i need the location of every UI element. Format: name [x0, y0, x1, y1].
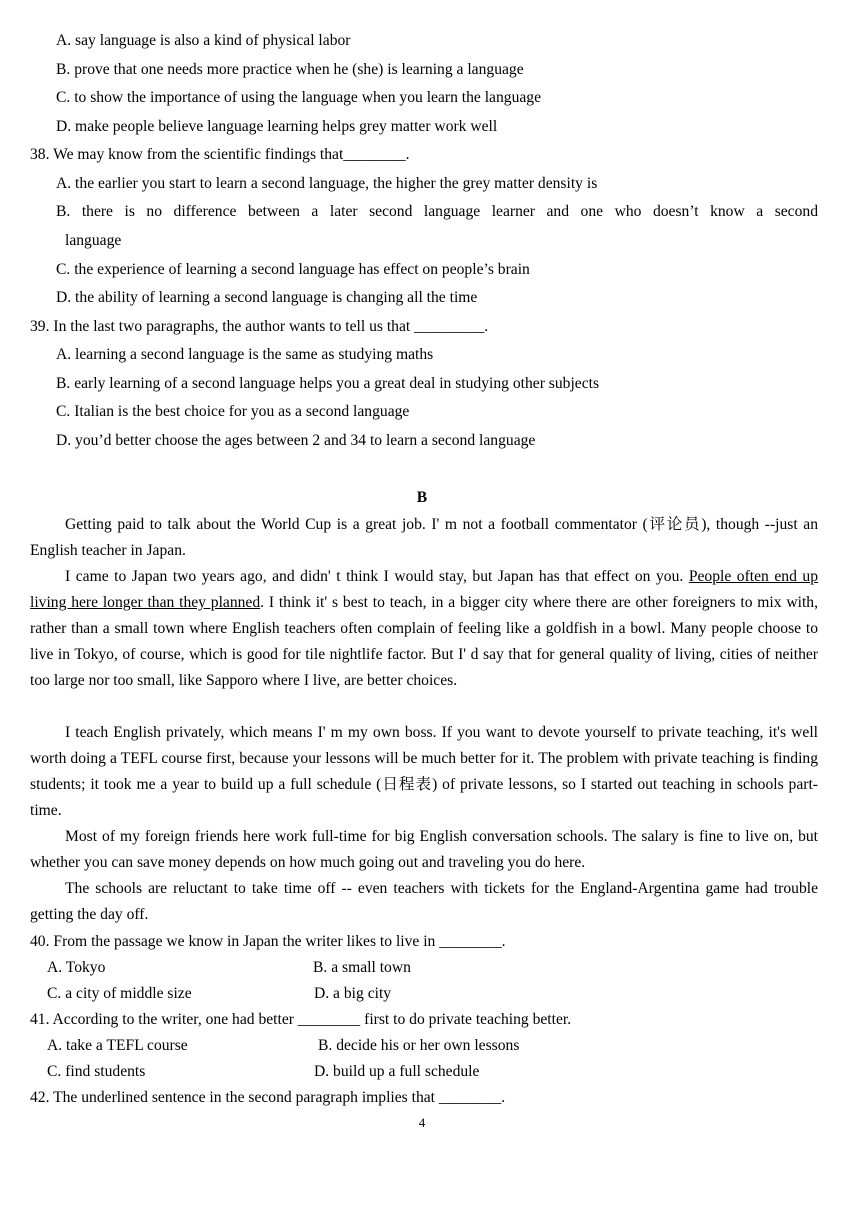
passage-paragraph-4	[30, 824, 818, 876]
q38-option-a: A. the earlier you start to learn a second language, the higher the grey matter density is	[56, 175, 598, 192]
q41-option-a: A. take a TEFL course	[47, 1037, 188, 1054]
passage-paragraph-2-text-start: I came to Japan two years ago, and didn' t think I would stay, but Japan has that effect on you.	[65, 568, 689, 585]
q40-option-a: A. Tokyo	[47, 959, 106, 976]
underlined-sentence: People often end up living here longer than they planned	[30, 568, 819, 611]
section-heading: B	[416, 489, 428, 506]
q40-stem: 40. From the passage we know in Japan the writer likes to live in ________.	[30, 933, 506, 950]
passage-paragraph-4-text: Most of my foreign friends here work full-time for big English conversation schools. The salary is fine to live on, but whether you can save money depends on how much going out and traveling you do here.	[30, 828, 818, 871]
passage-paragraph-1	[30, 512, 818, 564]
page-number: 4	[418, 1115, 426, 1130]
q38-option-b-continued: language	[65, 232, 122, 249]
q42-stem: 42. The underlined sentence in the second paragraph implies that ________.	[30, 1089, 506, 1106]
passage-paragraph-5-text: The schools are reluctant to take time off -- even teachers with tickets for the England-Argentina game had trouble getting the day off.	[30, 880, 818, 923]
passage-paragraph-5	[30, 876, 818, 928]
q40-option-b: B. a small town	[313, 959, 411, 976]
q40-option-d: D. a big city	[314, 985, 392, 1002]
q38-option-d: D. the ability of learning a second language is changing all the time	[56, 289, 478, 306]
q37-option-c: C. to show the importance of using the language when you learn the language	[56, 89, 542, 106]
q41-stem: 41. According to the writer, one had better ________ first to do private teaching better.	[30, 1011, 572, 1028]
q39-stem: 39. In the last two paragraphs, the author wants to tell us that _________.	[30, 318, 489, 335]
q41-option-d: D. build up a full schedule	[314, 1063, 480, 1080]
passage-paragraph-2	[30, 564, 818, 694]
q37-option-b: B. prove that one needs more practice when he (she) is learning a language	[56, 61, 524, 78]
q39-option-d: D. you’d better choose the ages between 2 and 34 to learn a second language	[56, 432, 536, 449]
q38-stem: 38. We may know from the scientific findings that________.	[30, 146, 410, 163]
q39-option-b: B. early learning of a second language helps you a great deal in studying other subjects	[56, 375, 600, 392]
q38-option-c: C. the experience of learning a second language has effect on people’s brain	[56, 261, 530, 278]
passage-paragraph-3	[30, 720, 818, 824]
q39-option-a: A. learning a second language is the same as studying maths	[56, 346, 434, 363]
q38-option-b: B. there is no difference between a later second language learner and one who doesn’t know a second	[56, 203, 818, 220]
q40-option-c: C. a city of middle size	[47, 985, 192, 1002]
passage-paragraph-3-text: I teach English privately, which means I' m my own boss. If you want to devote yourself to private teaching, it's well worth doing a TEFL course first, because your lessons will be much better for it. The problem with private teaching is finding students; it took me a year to build up a full schedule (日程表) of private lessons, so I started out teaching in schools part-time.	[30, 724, 818, 819]
passage-paragraph-2-text-end: . I think it' s best to teach, in a bigger city where there are other foreigners to mix with, rather than a small town where English teachers often complain of feeling like a goldfish in a bowl. Many people choose to live in Tokyo, of course, which is good for tile nightlife factor. But I' d say that for general quality of living, cities of neither too large nor too small, like Sapporo where I live, are better choices.	[30, 593, 818, 689]
q37-option-d: D. make people believe language learning helps grey matter work well	[56, 118, 498, 135]
q41-option-c: C. find students	[47, 1063, 146, 1080]
q39-option-c: C. Italian is the best choice for you as a second language	[56, 403, 410, 420]
passage-paragraph-1-text: Getting paid to talk about the World Cup is a great job. I' m not a football commentator (评论员), though --just an English teacher in Japan.	[30, 516, 818, 559]
q37-option-a: A. say language is also a kind of physical labor	[56, 32, 351, 49]
q41-option-b: B. decide his or her own lessons	[318, 1037, 520, 1054]
